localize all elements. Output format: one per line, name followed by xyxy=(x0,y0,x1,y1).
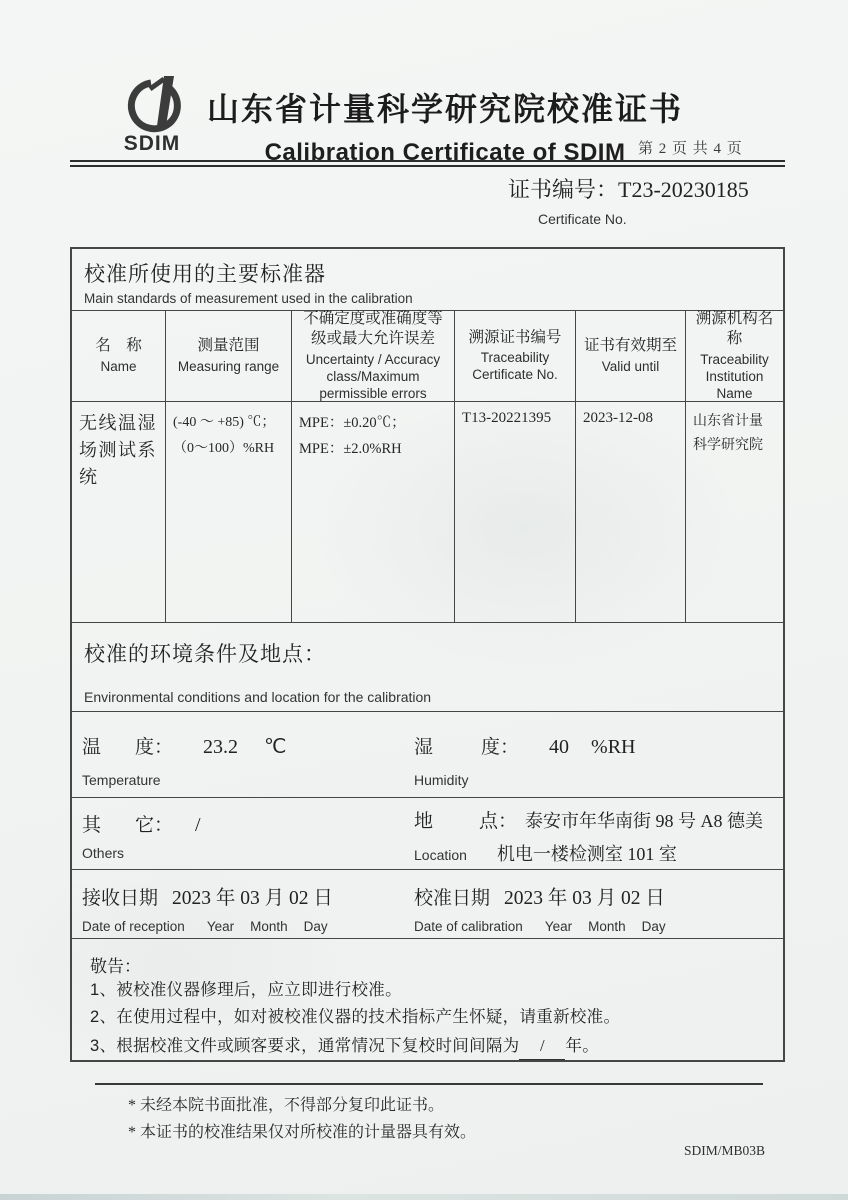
col-header-institution-zh: 溯源机构名称 xyxy=(695,310,774,348)
notice-item-3 xyxy=(90,1032,767,1061)
day-label: Day xyxy=(303,918,328,934)
others-en: Others xyxy=(82,845,125,862)
temperature-unit: ℃ xyxy=(264,736,287,759)
col-header-uncertainty-en: Uncertainty / Accuracy class/Maximum permissible errors xyxy=(305,351,441,401)
month-label-2: Month xyxy=(588,918,626,934)
temperature-group xyxy=(82,732,287,788)
location-line2 xyxy=(414,840,763,866)
col-header-range xyxy=(165,311,291,401)
others-label1: 其 xyxy=(82,815,102,837)
day-label-2: Day xyxy=(641,918,666,934)
standards-title-zh: 校准所使用的主要标准器 xyxy=(84,263,326,286)
title-en: Calibration Certificate of SDIM xyxy=(264,139,626,166)
certificate-number-block xyxy=(508,173,749,227)
year-label-2: Year xyxy=(544,918,573,934)
reception-date-label: 接收日期 xyxy=(82,887,159,909)
reception-date-value: 2023 年 03 月 02 日 xyxy=(172,887,333,909)
month-label: Month xyxy=(250,918,288,934)
location-label2: 点： xyxy=(479,811,518,833)
environment-section-title xyxy=(72,622,783,712)
reception-en-label: Date of reception xyxy=(82,918,185,934)
col-header-range-zh: 测量范围 xyxy=(197,337,260,355)
standard-name-cell: 无线温湿场测试系统 xyxy=(72,401,165,622)
main-content-box xyxy=(70,247,785,1062)
others-location-row xyxy=(72,797,783,869)
certificate-number-label: 证书编号： xyxy=(508,177,619,202)
footer-note-1: * 未经本院书面批准，不得部分复印此证书。 xyxy=(128,1097,445,1114)
environment-title-en: Environmental conditions and location for the calibration xyxy=(84,688,432,705)
temperature-value: 23.2 xyxy=(203,736,239,759)
environment-title-zh: 校准的环境条件及地点： xyxy=(84,642,326,666)
title-block xyxy=(205,84,685,167)
col-header-institution xyxy=(685,311,783,401)
standards-section-title xyxy=(72,249,783,310)
col-header-valid-until-en: Valid until xyxy=(601,358,660,374)
notice-item-1: 1、被校准仪器修理后，应立即进行校准。 xyxy=(90,980,402,999)
temperature-label2: 度： xyxy=(135,737,174,759)
col-header-institution-en: Traceability Institution Name xyxy=(700,351,769,401)
calibration-date-group xyxy=(414,882,666,934)
temperature-label1: 温 xyxy=(82,737,102,759)
others-group xyxy=(82,810,201,861)
calibration-date-line xyxy=(414,882,666,910)
location-address-line2: 机电一楼检测室 101 室 xyxy=(496,844,677,865)
sdim-logo xyxy=(100,76,204,156)
notice-section xyxy=(72,938,783,1061)
calibration-en-label: Date of calibration xyxy=(414,918,523,934)
location-group xyxy=(414,806,763,866)
reception-date-group xyxy=(82,882,333,934)
mpe-line2: MPE：±2.0%RH xyxy=(299,440,402,457)
notice-item-2: 2、在使用过程中，如对被校准仪器的技术指标产生怀疑，请重新校准。 xyxy=(90,1008,621,1027)
mpe-cell xyxy=(291,401,454,622)
certificate-number-value: T23-20230185 xyxy=(618,177,749,202)
title-zh: 山东省计量科学研究院校准证书 xyxy=(206,91,683,127)
location-en: Location xyxy=(414,847,467,864)
notice-item-3-post: 年。 xyxy=(565,1036,600,1055)
humidity-line xyxy=(414,732,635,759)
temperature-en: Temperature xyxy=(82,772,161,789)
col-header-range-en: Measuring range xyxy=(177,358,280,374)
sdim-emblem-icon xyxy=(121,76,183,134)
others-line xyxy=(82,810,201,837)
calibration-date-en xyxy=(414,919,666,934)
col-header-name-en: Name xyxy=(100,358,137,374)
reception-date-en xyxy=(82,919,333,934)
footer-note-2: * 本证书的校准结果仅对所校准的计量器具有效。 xyxy=(128,1124,477,1141)
year-label: Year xyxy=(206,918,235,934)
location-label1: 地 xyxy=(414,811,434,833)
col-header-trace-no-zh: 溯源证书编号 xyxy=(468,328,562,346)
col-header-name-zh: 名 称 xyxy=(95,337,142,355)
dates-row xyxy=(72,869,783,938)
scan-bottom-edge xyxy=(0,1194,848,1200)
standards-table xyxy=(72,310,783,622)
calibration-date-label: 校准日期 xyxy=(414,887,491,909)
col-header-valid-until xyxy=(575,311,685,401)
institution-cell: 山东省计量科学研究院 xyxy=(685,401,783,622)
range-line1: (-40 ～ +85) ℃； xyxy=(173,414,276,430)
humidity-value: 40 xyxy=(549,736,570,759)
page-number: 第 2 页 共 4 页 xyxy=(638,141,743,157)
col-header-uncertainty xyxy=(291,311,454,401)
valid-until-cell: 2023-12-08 xyxy=(575,401,685,622)
col-header-trace-no-en: Traceability Certificate No. xyxy=(472,350,558,382)
location-address-line1: 泰安市年华南街 98 号 A8 德美 xyxy=(525,811,764,832)
notice-title: 敬告： xyxy=(90,956,141,976)
mpe-line1: MPE：±0.20℃； xyxy=(299,414,406,431)
calibration-date-value: 2023 年 03 月 02 日 xyxy=(504,887,665,909)
humidity-unit: %RH xyxy=(591,736,636,759)
temperature-humidity-row xyxy=(72,711,783,797)
logo-text: SDIM xyxy=(123,132,181,155)
humidity-label2: 度： xyxy=(481,737,520,759)
humidity-group xyxy=(414,732,635,788)
humidity-en: Humidity xyxy=(414,772,469,789)
humidity-label1: 湿 xyxy=(414,737,434,759)
traceability-no-cell: T13-20221395 xyxy=(454,401,575,622)
others-value: / xyxy=(195,814,201,837)
footer-notes xyxy=(128,1092,476,1146)
certificate-number-en: Certificate No. xyxy=(538,211,627,227)
measuring-range-cell xyxy=(165,401,291,622)
reception-date-line xyxy=(82,882,333,910)
col-header-uncertainty-zh: 不确定度或准确度等级或最大允许误差 xyxy=(303,310,443,348)
header-divider xyxy=(70,160,785,167)
range-line2: （0～100）%RH xyxy=(173,440,275,456)
others-label2: 它： xyxy=(135,815,174,837)
col-header-valid-until-zh: 证书有效期至 xyxy=(583,337,677,355)
temperature-line xyxy=(82,732,287,759)
location-line1 xyxy=(414,806,763,833)
form-code: SDIM/MB03B xyxy=(684,1143,766,1158)
notice-item-3-blank: / xyxy=(519,1032,565,1061)
col-header-trace-no xyxy=(454,311,575,401)
certificate-number-line xyxy=(508,173,749,204)
notice-item-3-pre: 3、根据校准文件或顾客要求，通常情况下复校时间间隔为 xyxy=(90,1036,520,1055)
footer-divider xyxy=(95,1083,763,1085)
col-header-name xyxy=(72,311,165,401)
standards-title-en: Main standards of measurement used in the calibration xyxy=(84,291,413,306)
